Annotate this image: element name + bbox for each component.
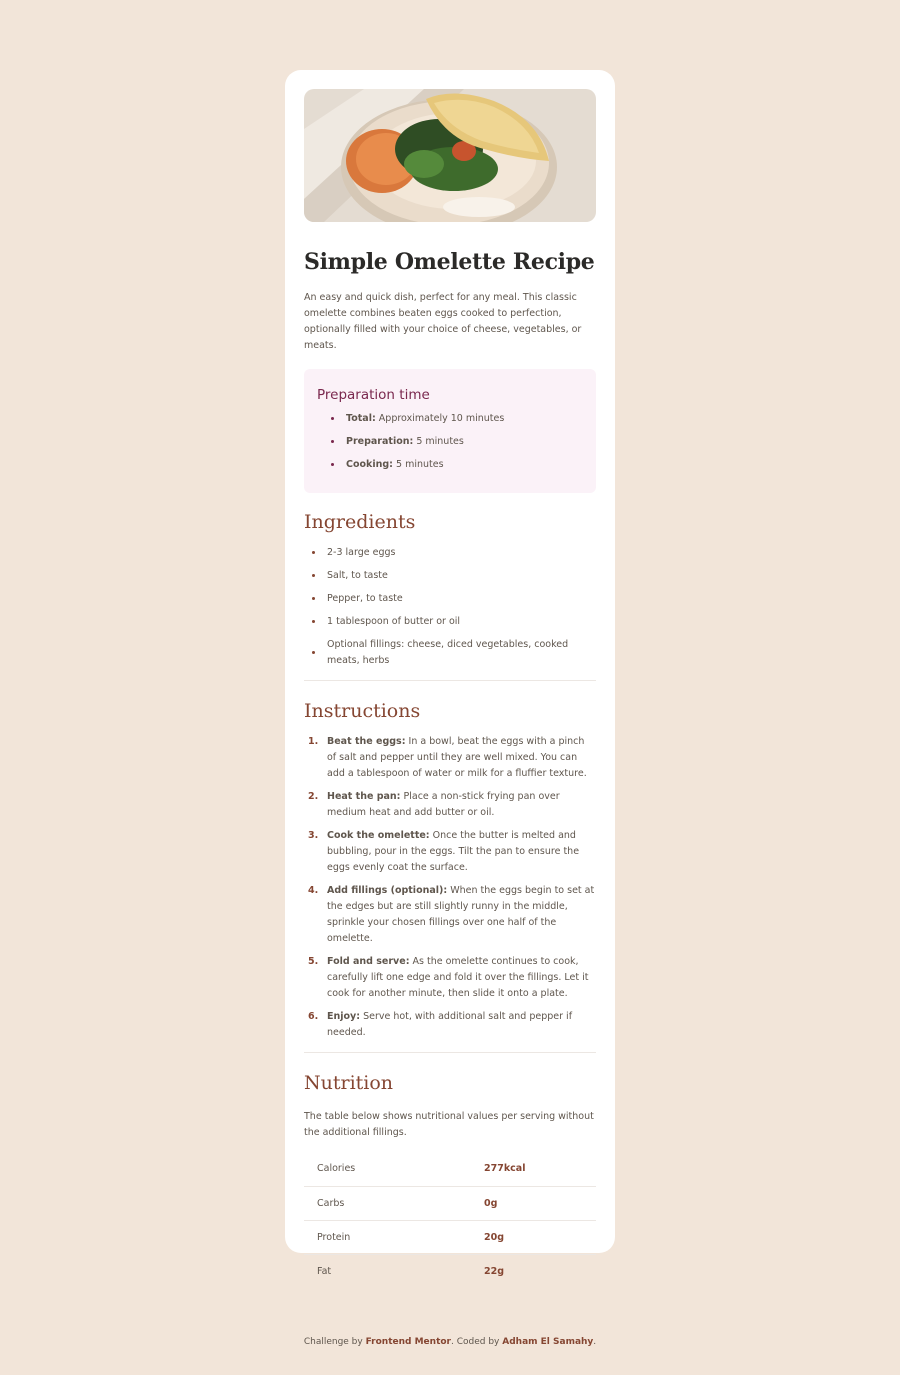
preparation-item-value: 5 minutes xyxy=(396,459,444,470)
ingredient-item: 1 tablespoon of butter or oil xyxy=(304,614,596,630)
ingredient-item: Optional fillings: cheese, diced vegetables, cooked meats, herbs xyxy=(304,637,596,669)
footer-middle: . Coded by xyxy=(451,1337,500,1347)
ingredient-item: 2-3 large eggs xyxy=(304,545,596,561)
instruction-step xyxy=(304,883,596,947)
instructions-heading: Instructions xyxy=(304,700,421,722)
step-text: Once the butter is melted and bubbling, pour in the eggs. Tilt the pan to ensure the eggs evenly coat the surface. xyxy=(327,830,580,873)
preparation-item-value: 5 minutes xyxy=(416,436,464,447)
step-label: Cook the omelette: xyxy=(327,830,430,841)
step-number: 6. xyxy=(308,1011,319,1022)
instruction-step xyxy=(304,734,596,782)
section-divider xyxy=(304,1052,596,1053)
nutrition-heading: Nutrition xyxy=(304,1072,394,1094)
nutrition-section xyxy=(304,1071,596,1288)
footer-prefix: Challenge by xyxy=(303,1337,363,1347)
step-label: Beat the eggs: xyxy=(327,736,406,747)
recipe-title: Simple Omelette Recipe xyxy=(304,249,595,275)
preparation-heading: Preparation time xyxy=(317,387,430,403)
preparation-item xyxy=(334,411,583,427)
instruction-step xyxy=(304,954,596,1002)
instruction-step xyxy=(304,1009,596,1041)
preparation-item-label: Cooking: xyxy=(346,459,393,470)
step-text: In a bowl, beat the eggs with a pinch of salt and pepper until they are well mixed. You can add a tablespoon of water or milk for a fluffier texture. xyxy=(327,736,587,779)
step-text: As the omelette continues to cook, carefully lift one edge and fold it over the fillings. Let it cook for another minute, then slide it onto a plate. xyxy=(327,956,589,999)
preparation-box xyxy=(304,369,596,493)
nutrition-value: 20g xyxy=(484,1220,596,1254)
preparation-item-value: Approximately 10 minutes xyxy=(378,413,505,424)
preparation-item xyxy=(334,434,583,450)
ingredient-item: Pepper, to taste xyxy=(304,591,596,607)
step-text: Serve hot, with additional salt and pepper if needed. xyxy=(327,1011,573,1038)
ingredients-section xyxy=(304,510,596,669)
preparation-list xyxy=(317,411,583,473)
nutrition-value: 22g xyxy=(484,1265,505,1277)
step-label: Fold and serve: xyxy=(327,956,410,967)
step-label: Enjoy: xyxy=(327,1011,361,1022)
nutrition-label: Protein xyxy=(304,1220,484,1254)
nutrition-value: 277kcal xyxy=(484,1152,596,1186)
recipe-card xyxy=(285,70,615,1277)
table-row xyxy=(304,1220,596,1254)
step-number: 4. xyxy=(308,885,319,896)
instruction-step xyxy=(304,789,596,821)
step-number: 3. xyxy=(308,830,319,841)
frontend-mentor-link[interactable]: Frontend Mentor xyxy=(365,1337,451,1347)
step-label: Add fillings (optional): xyxy=(327,885,448,896)
nutrition-label: Calories xyxy=(304,1152,484,1186)
step-text: When the eggs begin to set at the edges but are still slightly runny in the middle, sprinkle your chosen fillings over one half of the omelette. xyxy=(327,885,595,944)
preparation-item-label: Total: xyxy=(346,413,376,424)
omelette-image xyxy=(304,89,596,222)
nutrition-table xyxy=(304,1152,596,1288)
author-link[interactable]: Adham El Samahy xyxy=(502,1337,594,1347)
step-number: 2. xyxy=(308,791,319,802)
ingredients-list xyxy=(304,545,596,669)
attribution-footer xyxy=(0,1337,900,1347)
nutrition-label: Fat xyxy=(317,1265,332,1277)
table-row xyxy=(304,1152,596,1186)
nutrition-value: 0g xyxy=(484,1186,596,1220)
step-number: 1. xyxy=(308,736,319,747)
step-text: Place a non-stick frying pan over medium heat and add butter or oil. xyxy=(327,791,560,818)
table-row xyxy=(304,1186,596,1220)
nutrition-label: Carbs xyxy=(304,1186,484,1220)
nutrition-intro: The table below shows nutritional values per serving without the additional fillings. xyxy=(304,1111,594,1138)
table-row xyxy=(304,1254,596,1288)
instruction-step xyxy=(304,828,596,876)
preparation-item-label: Preparation: xyxy=(346,436,414,447)
ingredient-item: Salt, to taste xyxy=(304,568,596,584)
step-label: Heat the pan: xyxy=(327,791,401,802)
ingredients-heading: Ingredients xyxy=(304,511,416,533)
step-number: 5. xyxy=(308,956,319,967)
instructions-list xyxy=(304,734,596,1041)
section-divider xyxy=(304,680,596,681)
preparation-item xyxy=(334,457,583,473)
recipe-intro: An easy and quick dish, perfect for any meal. This classic omelette combines beaten eggs cooked to perfection, optionally filled with your choice of cheese, vegetables, or meats. xyxy=(304,292,582,351)
footer-suffix: . xyxy=(593,1337,597,1347)
instructions-section xyxy=(304,699,596,1041)
